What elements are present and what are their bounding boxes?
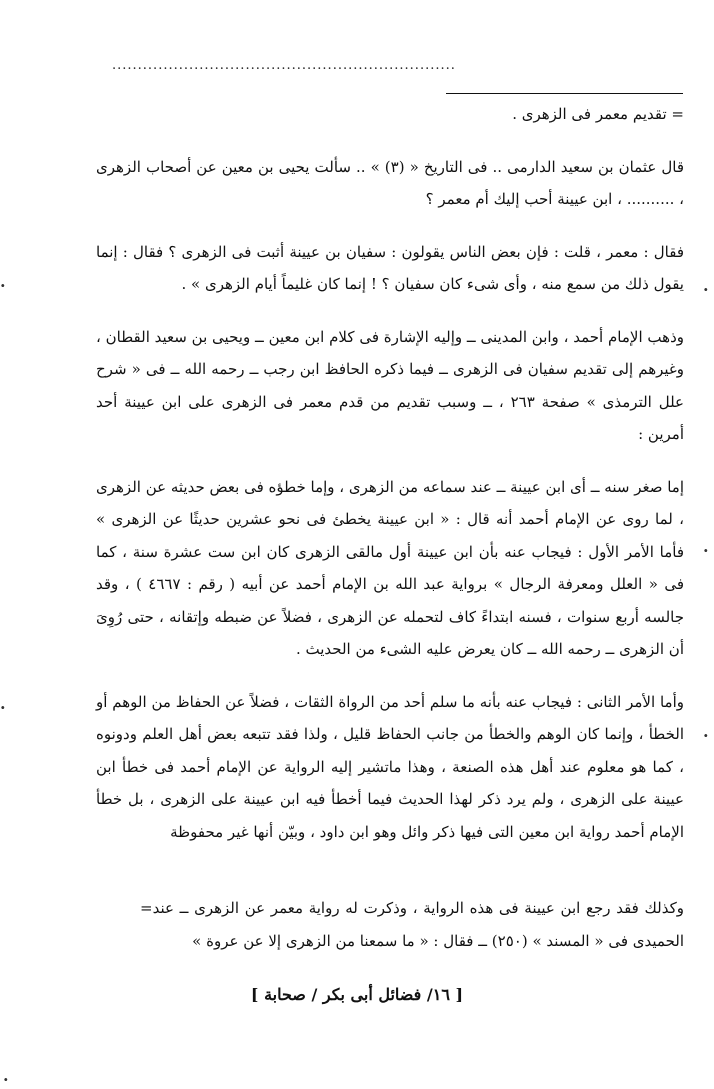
paragraph-1: = تقديم معمر فى الزهرى . (512, 105, 684, 123)
header-dotted-line: ................................................................... (112, 58, 456, 73)
paragraph-7: وكذلك فقد رجع ابن عيينة فى هذه الرواية ، وذكرت له رواية معمر عن الزهرى ــ عند الحميدى فى « المسند » (٢٥٠) ــ فقال : « ما سمعنا من الزهرى إلا عن عروة » (152, 899, 684, 950)
paragraph-5: إما صغر سنه ــ أى ابن عيينة ــ عند سماعه من الزهرى ، وإما خطؤه فى بعض حديثه عن الزهرى ، لما روى عن الإمام أحمد أنه قال : « ابن عيينة يخطئ فى نحو عشرين حديثًا عن الزهرى » فأما الأمر الأول : فيجاب عنه بأن ابن عيينة أول مالقى الزهرى كان ابن ست عشرة سنة ، كما فى « العلل ومعرفة الرجال » برواية عبد الله بن الإمام أحمد عن أبيه ( رقم : ٤٦٦٧ ) ، وقد جالسه أربع سنوات ، فسنه ابتداءً كاف لتحمله عن الزهرى ، فضلاً عن ضبطه وإتقانه ، حتى رُوِىَ أن الزهرى ــ رحمه الله ــ كان يعرض عليه الشىء من الحديث . (96, 477, 684, 658)
paragraph-7-wrapper (96, 892, 684, 957)
paragraph-3: فقال : معمر ، قلت : فإن بعض الناس يقولون : سفيان بن عيينة أثبت فى الزهرى ؟ فقال : إنما يقول ذلك من سمع منه ، وأى شىء كان سفيان ؟ ! إنما كان غليماً أيام الزهرى » . (96, 242, 684, 293)
margin-speck-mark: · (3, 1070, 9, 1089)
footnote-separator-rule (446, 93, 683, 94)
page-body (96, 98, 684, 957)
margin-speck-mark: · (0, 698, 6, 717)
continuation-mark: = (140, 899, 153, 917)
page-footer: [ ١٦/ فضائل أبى بكر / صحابة ] (250, 985, 464, 1004)
paragraph-4: وذهب الإمام أحمد ، وابن المدينى ــ وإليه الإشارة فى كلام ابن معين ــ ويحيى بن سعيد القطان ، وغيرهم إلى تقديم سفيان فى الزهرى ــ فيما ذكره الحافظ ابن رجب ــ رحمه الله ــ فى « شرح علل الترمذى » صفحة ٢٦٣ ، ــ وسبب تقديم من قدم معمر فى الزهرى على ابن عيينة أحد أمرين : (96, 327, 684, 443)
paragraph-2: قال عثمان بن سعيد الدارمى .. فى التاريخ « (٣) » .. سألت يحيى بن معين عن أصحاب الزهرى ، .......... ، ابن عيينة أحب إليك أم معمر ؟ (96, 157, 684, 208)
margin-speck-mark: · (703, 541, 709, 560)
margin-speck-mark: · (703, 726, 709, 745)
margin-speck-mark: · (703, 280, 709, 299)
margin-speck-mark: · (0, 276, 6, 295)
paragraph-6: وأما الأمر الثانى : فيجاب عنه بأنه ما سلم أحد من الرواة الثقات ، فضلاً عن الحفاظ من الوهم أو الخطأ ، وإنما كان الوهم والخطأ من جانب الحفاظ قليل ، ولذا فقد تتبعه بعض أهل العلم ودونوه ، كما هو معلوم عند أهل هذه الصنعة ، وهذا ماتشير إليه الرواية عن الإمام أحمد فى خطأ ابن عيينة على الزهرى ، ولم يرد ذكر لهذا الحديث فيما أخطأ فيه ابن عيينة على الزهرى ، بل خطأ الإمام أحمد رواية ابن معين التى فيها ذكر وائل وهو ابن داود ، وبيّن أنها غير محفوظة (96, 692, 684, 841)
